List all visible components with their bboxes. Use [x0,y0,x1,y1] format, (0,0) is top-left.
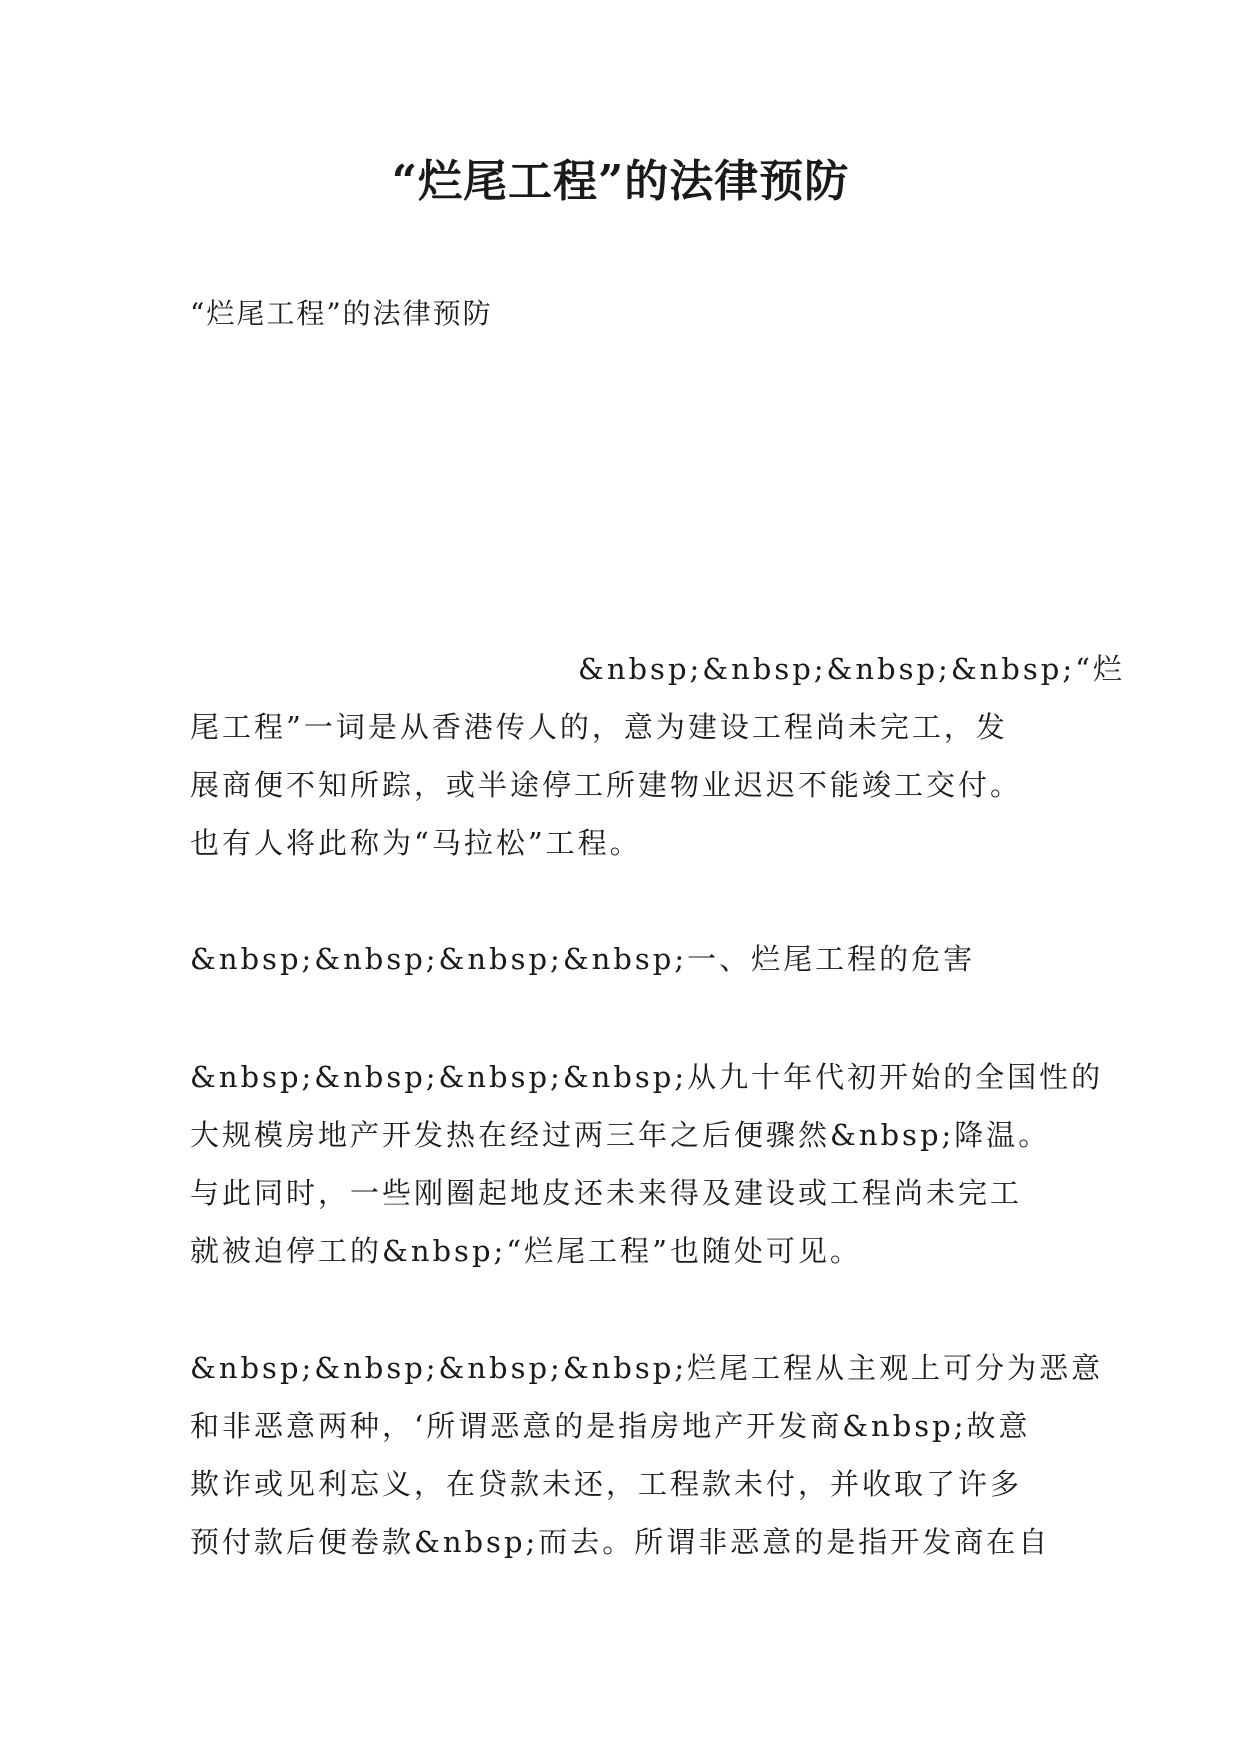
paragraph-line: 大规模房地产开发热在经过两三年之后便骤然&nbsp;降温。 [190,1118,1051,1152]
paragraph-classification [190,1339,1104,1571]
paragraph-line: 也有人将此称为“马拉松”工程。 [190,826,642,860]
section-heading-text: &nbsp;&nbsp;&nbsp;&nbsp;一、烂尾工程的危害 [190,942,976,976]
paragraph-line: 欺诈或见利忘义，在贷款未还，工程款未付，并收取了许多 [190,1467,1023,1501]
paragraph-line: &nbsp;&nbsp;&nbsp;&nbsp;从九十年代初开始的全国性的 [190,1060,1104,1094]
paragraph-line: &nbsp;&nbsp;&nbsp;&nbsp;烂尾工程从主观上可分为恶意 [190,1351,1104,1385]
paragraph-line: &nbsp;&nbsp;&nbsp;&nbsp;“烂 [578,652,1125,686]
paragraph-line: 尾工程”一词是从香港传人的，意为建设工程尚未完工，发 [190,710,1008,744]
document-subtitle: “烂尾工程”的法律预防 [190,297,493,330]
paragraph-line: 展商便不知所踪，或半途停工所建物业迟迟不能竣工交付。 [190,768,1023,802]
section-heading [190,930,1060,988]
paragraph-definition [190,640,1125,872]
paragraph-line: 预付款后便卷款&nbsp;而去。所谓非恶意的是指开发商在自 [190,1525,1051,1559]
paragraph-background [190,1048,1104,1280]
paragraph-line: 与此同时，一些刚圈起地皮还未来得及建设或工程尚未完工 [190,1176,1023,1210]
paragraph-line: 就被迫停工的&nbsp;“烂尾工程”也随处可见。 [190,1234,862,1268]
document-title: “烂尾工程”的法律预防 [391,156,850,207]
paragraph-line: 和非恶意两种，‘所谓恶意的是指房地产开发商&nbsp;故意 [190,1409,1031,1443]
